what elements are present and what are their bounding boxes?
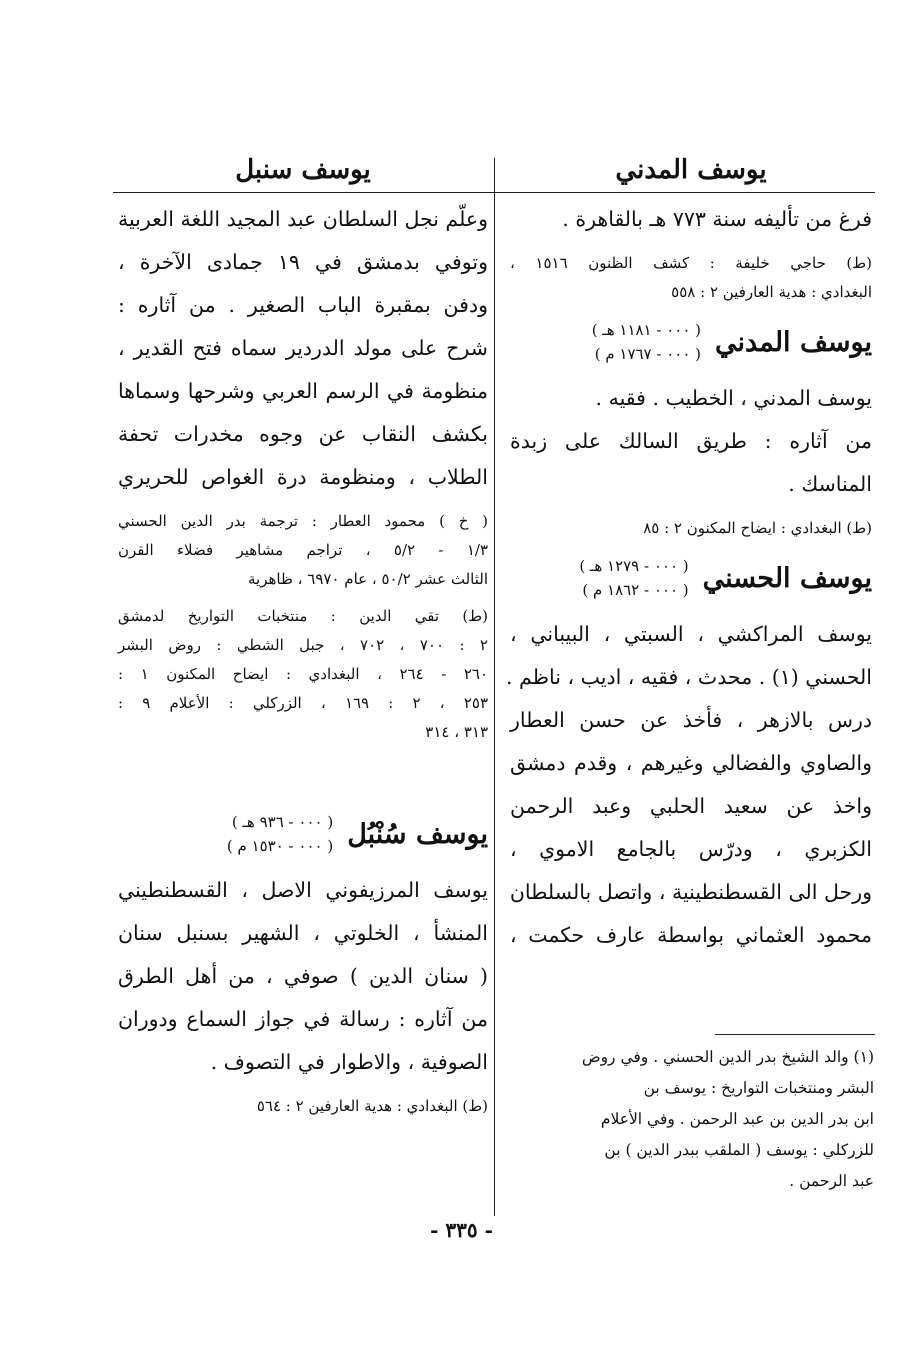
entry-heading — [510, 543, 872, 613]
entry-dates — [579, 554, 688, 602]
text-line: المناسك . — [788, 472, 872, 496]
text-line: ودفن بمقبرة الباب الصغير . من آثاره : — [118, 293, 488, 317]
source-line: ١/٣ - ٥/٢ ، تراجم مشاهير فضلاء القرن — [118, 541, 488, 559]
left-column — [118, 150, 488, 1121]
date-gregorian: ( ٠٠٠ - ١٥٣٠ م ) — [226, 837, 334, 855]
text-line: يوسف المرزيفوني الاصل ، القسطنطيني — [118, 878, 488, 902]
source-line: ( خ ) محمود العطار : ترجمة بدر الدين الحسني — [118, 512, 488, 530]
text-line: يوسف المراكشي ، السبتي ، البيباني ، — [510, 622, 872, 646]
source-line: البغدادي : هدية العارفين ٢ : ٥٥٨ — [671, 283, 872, 301]
footnote-line: للزركلي : يوسف ( الملقب ببدر الدين ) بن — [604, 1141, 874, 1159]
date-hijri: ( ٠٠٠ - ١١٨١ هـ ) — [591, 321, 702, 339]
footnote — [512, 1042, 874, 1197]
text-line: الحسني (١) . محدث ، فقيه ، اديب ، ناظم . — [506, 665, 872, 689]
source-line: (ط) حاجي خليفة : كشف الظنون ١٥١٦ ، — [510, 254, 873, 272]
text-line: درس بالازهر ، فأخذ عن حسن العطار — [510, 708, 872, 732]
source-line: (ط) البغدادي : ايضاح المكنون ٢ : ٨٥ — [643, 519, 872, 537]
footnote-line: ابن بدر الدين بن عبد الرحمن . وفي الأعلام — [600, 1110, 874, 1128]
text-line: من آثاره : رسالة في جواز السماع ودوران — [118, 1007, 488, 1031]
text-line: محمود العثماني بواسطة عارف حكمت ، — [510, 923, 872, 947]
source-line: الثالث عشر ٥٠/٢ ، عام ٦٩٧٠ ، ظاهرية — [248, 570, 488, 588]
text-line: بكشف النقاب عن وجوه مخدرات تحفة — [118, 422, 488, 446]
date-gregorian: ( ٠٠٠ - ١٧٦٧ م ) — [594, 345, 702, 363]
text-line: المنشأ ، الخلوتي ، الشهير بسنبل سنان — [118, 921, 488, 945]
text-line: وعلّم نجل السلطان عبد المجيد اللغة العربية — [117, 207, 488, 231]
text-line: الطلاب ، ومنظومة درة الغواص للحريري — [118, 465, 488, 489]
footnote-line: البشر ومنتخبات التواريخ : يوسف بن — [643, 1079, 874, 1097]
text-line: الصوفية ، والاطوار في التصوف . — [210, 1050, 488, 1074]
column-divider — [494, 158, 495, 1216]
entry-heading — [510, 307, 872, 377]
entry-heading — [118, 799, 488, 869]
text-line: الكزبري ، ودرّس بالجامع الاموي ، — [510, 837, 872, 861]
text-line: وتوفي بدمشق في ١٩ جمادى الآخرة ، — [118, 250, 488, 274]
entry-name: يوسف الحسني — [702, 562, 872, 594]
text-line: والصاوي والفضالي وغيرهم ، وقدم دمشق — [510, 751, 872, 775]
text-line: ورحل الى القسطنطينية ، واتصل بالسلطان — [509, 880, 872, 904]
text-line: ( سنان الدين ) صوفي ، من أهل الطرق — [118, 964, 488, 988]
source-line: (ط) تقي الدين : منتخبات التواريخ لدمشق — [118, 607, 488, 625]
right-running-header: يوسف المدني — [615, 155, 767, 185]
entry-name: يوسف سُنْبُل — [347, 818, 488, 850]
footnote-line: (١) والد الشيخ بدر الدين الحسني . وفي روض — [581, 1048, 874, 1066]
source-line: ٢٥٣ ، ٢ : ١٦٩ ، الزركلي : الأعلام ٩ : — [118, 694, 488, 712]
source-line: (ط) البغدادي : هدية العارفين ٢ : ٥٦٤ — [256, 1097, 488, 1115]
source-line: ٢٦٠ - ٢٦٤ ، البغدادي : ايضاح المكنون ١ : — [118, 665, 489, 683]
text-line: فرغ من تأليفه سنة ٧٧٣ هـ بالقاهرة . — [562, 207, 872, 231]
text-line: من آثاره : طريق السالك على زبدة — [510, 429, 872, 453]
entry-dates — [592, 318, 701, 366]
left-running-header: يوسف سنبل — [235, 155, 371, 185]
page-number: - ٣٣٥ - — [430, 1218, 493, 1242]
source-line: ٣١٣ ، ٣١٤ — [425, 723, 488, 741]
right-column — [506, 150, 873, 957]
text-line: شرح على مولد الدردير سماه فتح القدير ، — [118, 336, 488, 360]
text-line: منظومة في الرسم العربي وشرحها وسماها — [118, 379, 488, 403]
text-line: واخذ عن سعيد الحلبي وعبد الرحمن — [510, 794, 872, 818]
date-gregorian: ( ٠٠٠ - ١٨٦٢ م ) — [582, 581, 689, 599]
entry-dates — [227, 810, 333, 858]
entry-name: يوسف المدني — [715, 326, 872, 358]
footnote-line: عبد الرحمن . — [789, 1172, 874, 1190]
text-line: يوسف المدني ، الخطيب . فقيه . — [595, 386, 872, 410]
date-hijri: ( ٠٠٠ - ١٢٧٩ هـ ) — [579, 557, 689, 575]
source-line: ٢ : ٧٠٠ ، ٧٠٢ ، جبل الشطي : روض البشر — [118, 636, 488, 654]
date-hijri: ( ٠٠٠ - ٩٣٦ هـ ) — [231, 813, 334, 831]
footnote-rule — [715, 1034, 875, 1035]
